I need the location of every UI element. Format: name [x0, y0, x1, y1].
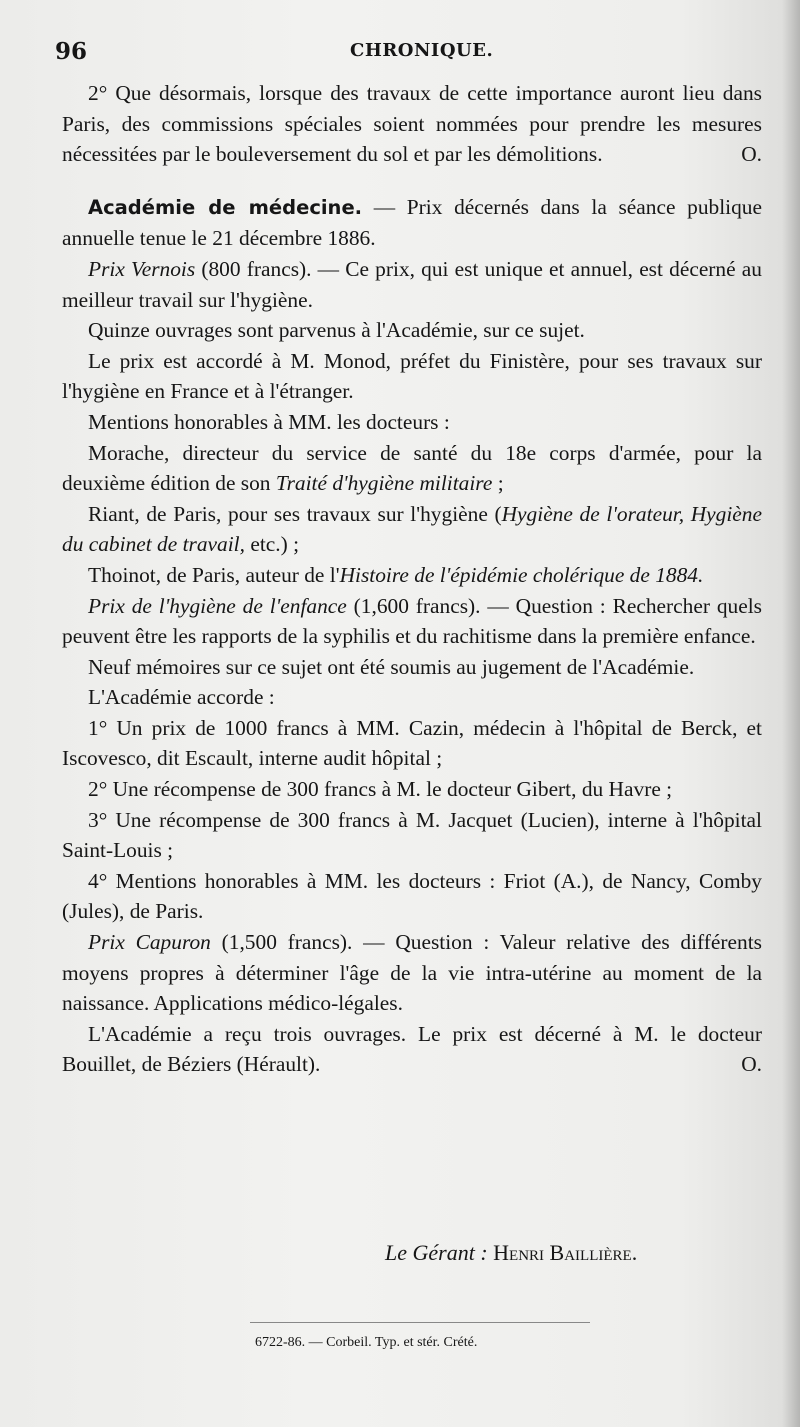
signature-label: Le Gérant :: [385, 1240, 488, 1265]
paragraph-1-signature: O.: [741, 142, 762, 167]
prize-vernois-title: Prix Vernois: [88, 256, 196, 281]
paragraph-1-text: 2° Que désormais, lorsque des travaux de cette importance auront lieu dans Paris, des commissions spéciales soient nommées pour prendre les mesures nécessitées par le bouleversement du sol et par les démolitions.: [62, 81, 762, 167]
paragraph-4: Quinze ouvrages sont parvenus à l'Académie, sur ce sujet.: [88, 318, 585, 343]
section-heading: Académie de médecine.: [88, 195, 363, 219]
mention-morache-end: ;: [492, 471, 504, 496]
prize-capuron-text: (1,500 francs). — Question : Valeur relative des différents moyens propres à déterminer l'âge de la vie intra-utérine au moment de la naissance. Applications médico-légales.: [62, 930, 762, 1016]
mention-riant-text: Riant, de Paris, pour ses travaux sur l'hygiène (: [88, 501, 502, 526]
prize-vernois: [62, 254, 762, 315]
prize-enfance-title: Prix de l'hygiène de l'enfance: [88, 593, 347, 618]
gerant-signature: [385, 1240, 637, 1266]
mention-riant: [62, 499, 762, 560]
prize-enfance-text: (1,600 francs). — Question : Rechercher quels peuvent être les rapports de la syphilis et du rachitisme dans la première enfance.: [62, 593, 763, 649]
running-head: CHRONIQUE.: [350, 40, 494, 61]
mention-morache-text: Morache, directeur du service de santé du 18e corps d'armée, pour la deuxième édition de son: [62, 440, 762, 496]
mention-thoinot-title: Histoire de l'épidémie cholérique de 1884.: [339, 562, 704, 587]
signature-name: Henri Baillière.: [493, 1240, 638, 1265]
footer-rule: [250, 1322, 590, 1323]
mention-thoinot-text: Thoinot, de Paris, auteur de l': [88, 562, 340, 587]
mention-riant-end: etc.) ;: [244, 532, 300, 557]
mention-morache: [62, 438, 762, 499]
paragraph-1: [62, 78, 762, 170]
award-1: 1° Un prix de 1000 francs à MM. Cazin, médecin à l'hôpital de Berck, et Iscovesco, dit Escault, interne audit hôpital ;: [62, 715, 762, 771]
page-number: 96: [55, 38, 88, 65]
prize-capuron-title: Prix Capuron: [88, 930, 211, 955]
paragraph-12: L'Académie accorde :: [88, 685, 275, 710]
paragraph-11: Neuf mémoires sur ce sujet ont été soumis au jugement de l'Académie.: [88, 654, 695, 679]
paragraph-5: Le prix est accordé à M. Monod, préfet du Finistère, pour ses travaux sur l'hygiène en France et à l'étranger.: [62, 348, 762, 404]
mention-thoinot: [62, 560, 762, 591]
mention-riant-title: Hygiène de l'orateur, Hygiène du cabinet de travail,: [62, 501, 762, 557]
paragraph-18-signature: O.: [741, 1052, 762, 1077]
page-header: [55, 38, 760, 68]
section-intro: — Prix décernés dans la séance publique annuelle tenue le 21 décembre 1886.: [62, 194, 762, 251]
paragraph-18-text: L'Académie a reçu trois ouvrages. Le prix est décerné à M. le docteur Bouillet, de Béziers (Hérault).: [62, 1021, 762, 1077]
prize-enfance: [62, 591, 762, 652]
section-academie: [62, 192, 762, 254]
award-3: 3° Une récompense de 300 francs à M. Jacquet (Lucien), interne à l'hôpital Saint-Louis ;: [62, 807, 762, 863]
prize-capuron: [62, 927, 762, 1019]
paragraph-6: Mentions honorables à MM. les docteurs :: [88, 409, 450, 434]
page-body: [62, 78, 762, 1080]
prize-vernois-text: (800 francs). — Ce prix, qui est unique et annuel, est décerné au meilleur travail sur l'hygiène.: [62, 256, 762, 312]
mention-morache-title: Traité d'hygiène militaire: [275, 471, 493, 496]
award-2: 2° Une récompense de 300 francs à M. le docteur Gibert, du Havre ;: [88, 777, 673, 802]
award-4: 4° Mentions honorables à MM. les docteurs : Friot (A.), de Nancy, Comby (Jules), de Paris.: [62, 868, 762, 924]
paragraph-18: [62, 1019, 762, 1080]
printer-imprint: 6722-86. — Corbeil. Typ. et stér. Crété.: [255, 1335, 478, 1350]
